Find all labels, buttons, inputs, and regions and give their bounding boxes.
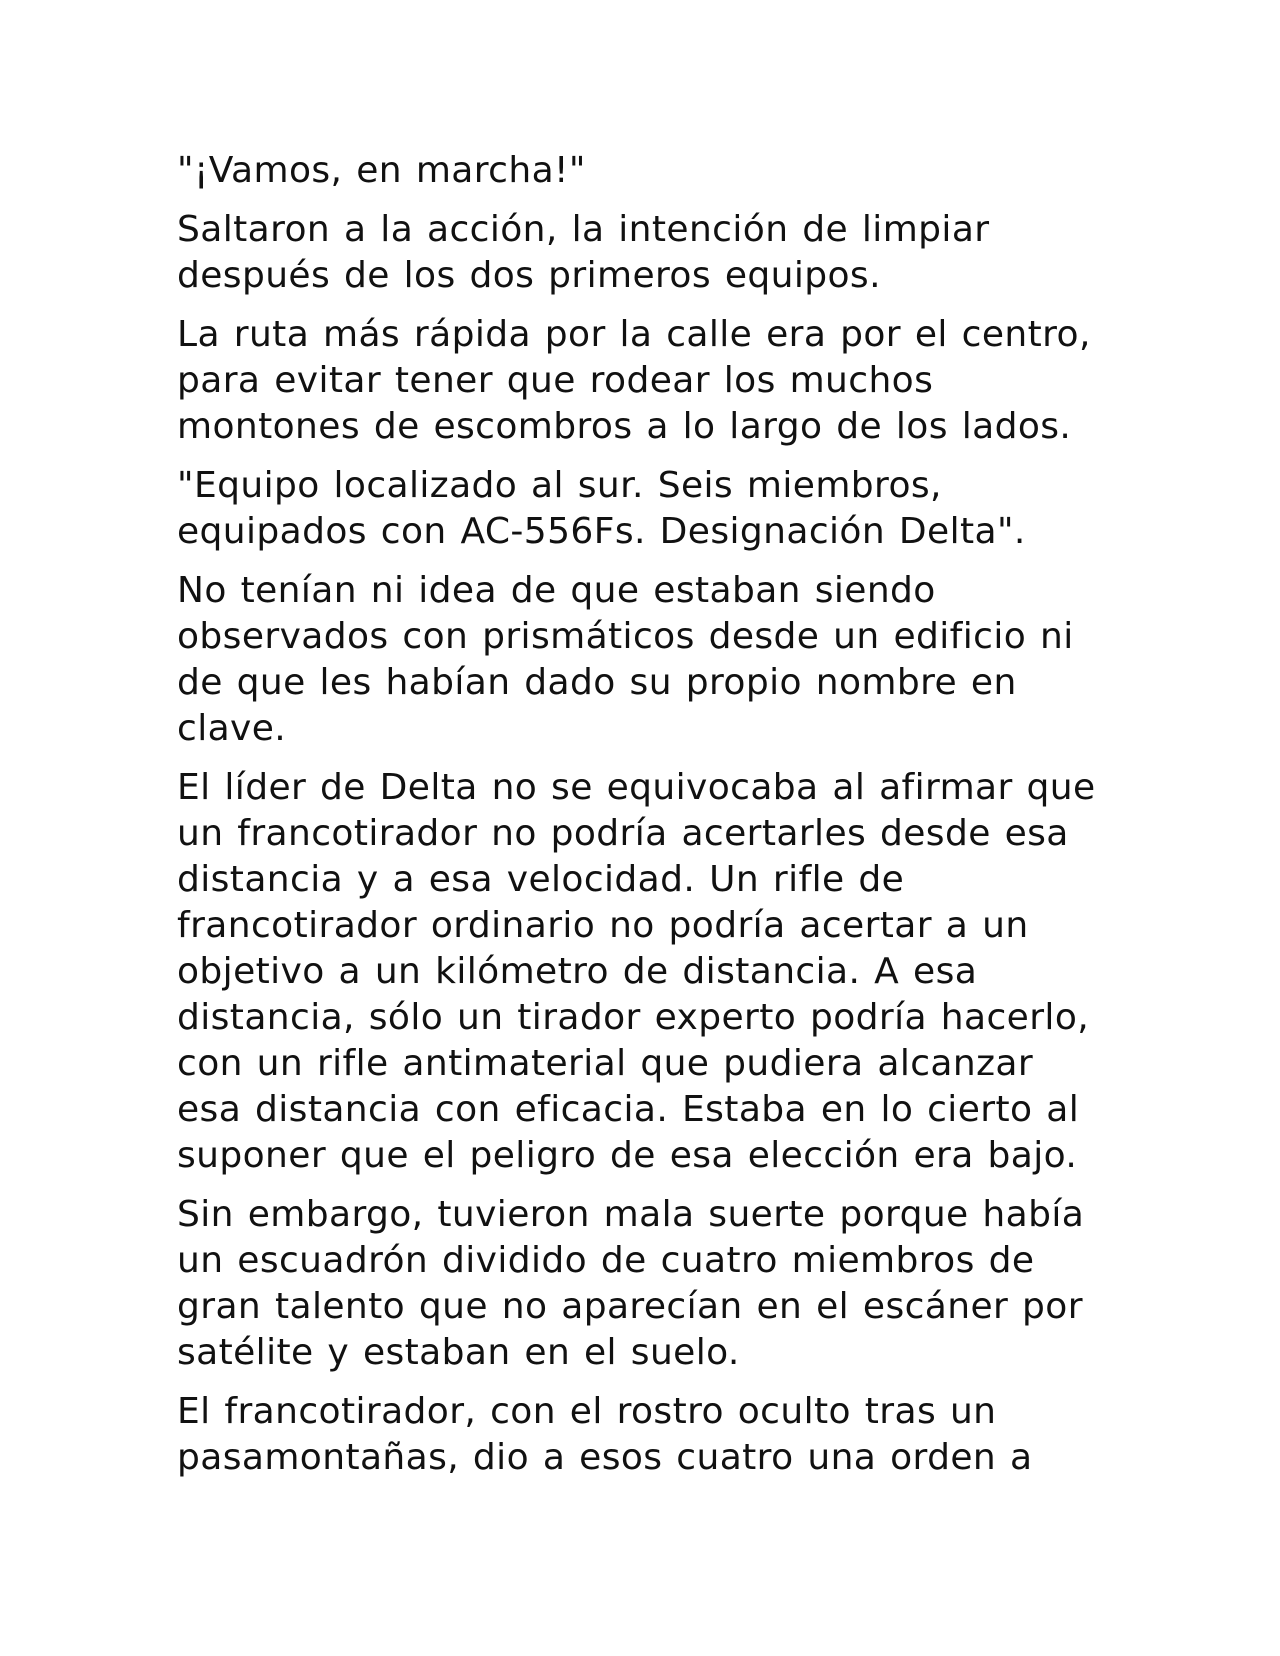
- text-line: esa distancia con eficacia. Estaba en lo cierto al: [177, 1089, 1080, 1130]
- text-line: francotirador ordinario no podría acertar a un: [177, 905, 1029, 946]
- text-line: gran talento que no aparecían en el escáner por: [177, 1286, 1083, 1327]
- document-page: [177, 148, 1107, 1494]
- text-line: suponer que el peligro de esa elección era bajo.: [177, 1135, 1078, 1176]
- paragraph: [177, 148, 1107, 194]
- text-line: montones de escombros a lo largo de los lados.: [177, 406, 1072, 447]
- paragraph: [177, 207, 1107, 299]
- text-line: El francotirador, con el rostro oculto tras un: [177, 1391, 997, 1432]
- paragraph: [177, 463, 1107, 555]
- text-line: con un rifle antimaterial que pudiera alcanzar: [177, 1043, 1034, 1084]
- paragraph: [177, 1192, 1107, 1376]
- text-line: pasamontañas, dio a esos cuatro una orden a: [177, 1437, 1033, 1478]
- text-line: No tenían ni idea de que estaban siendo: [177, 570, 936, 611]
- text-line: equipados con AC-556Fs. Designación Delta".: [177, 511, 1026, 552]
- text-line: clave.: [177, 708, 287, 749]
- paragraph: [177, 312, 1107, 450]
- text-line: El líder de Delta no se equivocaba al afirmar que: [177, 767, 1096, 808]
- text-line: distancia y a esa velocidad. Un rifle de: [177, 859, 905, 900]
- text-line: satélite y estaban en el suelo.: [177, 1332, 740, 1373]
- text-line: distancia, sólo un tirador experto podría hacerlo,: [177, 997, 1090, 1038]
- text-line: Saltaron a la acción, la intención de limpiar: [177, 209, 990, 250]
- text-line: objetivo a un kilómetro de distancia. A esa: [177, 951, 978, 992]
- text-line: "¡Vamos, en marcha!": [177, 150, 586, 191]
- text-line: para evitar tener que rodear los muchos: [177, 360, 934, 401]
- paragraph: [177, 1389, 1107, 1481]
- text-line: La ruta más rápida por la calle era por el centro,: [177, 314, 1091, 355]
- text-line: un escuadrón dividido de cuatro miembros de: [177, 1240, 1035, 1281]
- paragraph: [177, 765, 1107, 1179]
- text-line: de que les habían dado su propio nombre en: [177, 662, 1017, 703]
- text-line: después de los dos primeros equipos.: [177, 255, 881, 296]
- text-line: "Equipo localizado al sur. Seis miembros,: [177, 465, 942, 506]
- text-line: Sin embargo, tuvieron mala suerte porque había: [177, 1194, 1085, 1235]
- text-line: observados con prismáticos desde un edificio ni: [177, 616, 1074, 657]
- paragraph: [177, 568, 1107, 752]
- text-line: un francotirador no podría acertarles desde esa: [177, 813, 1069, 854]
